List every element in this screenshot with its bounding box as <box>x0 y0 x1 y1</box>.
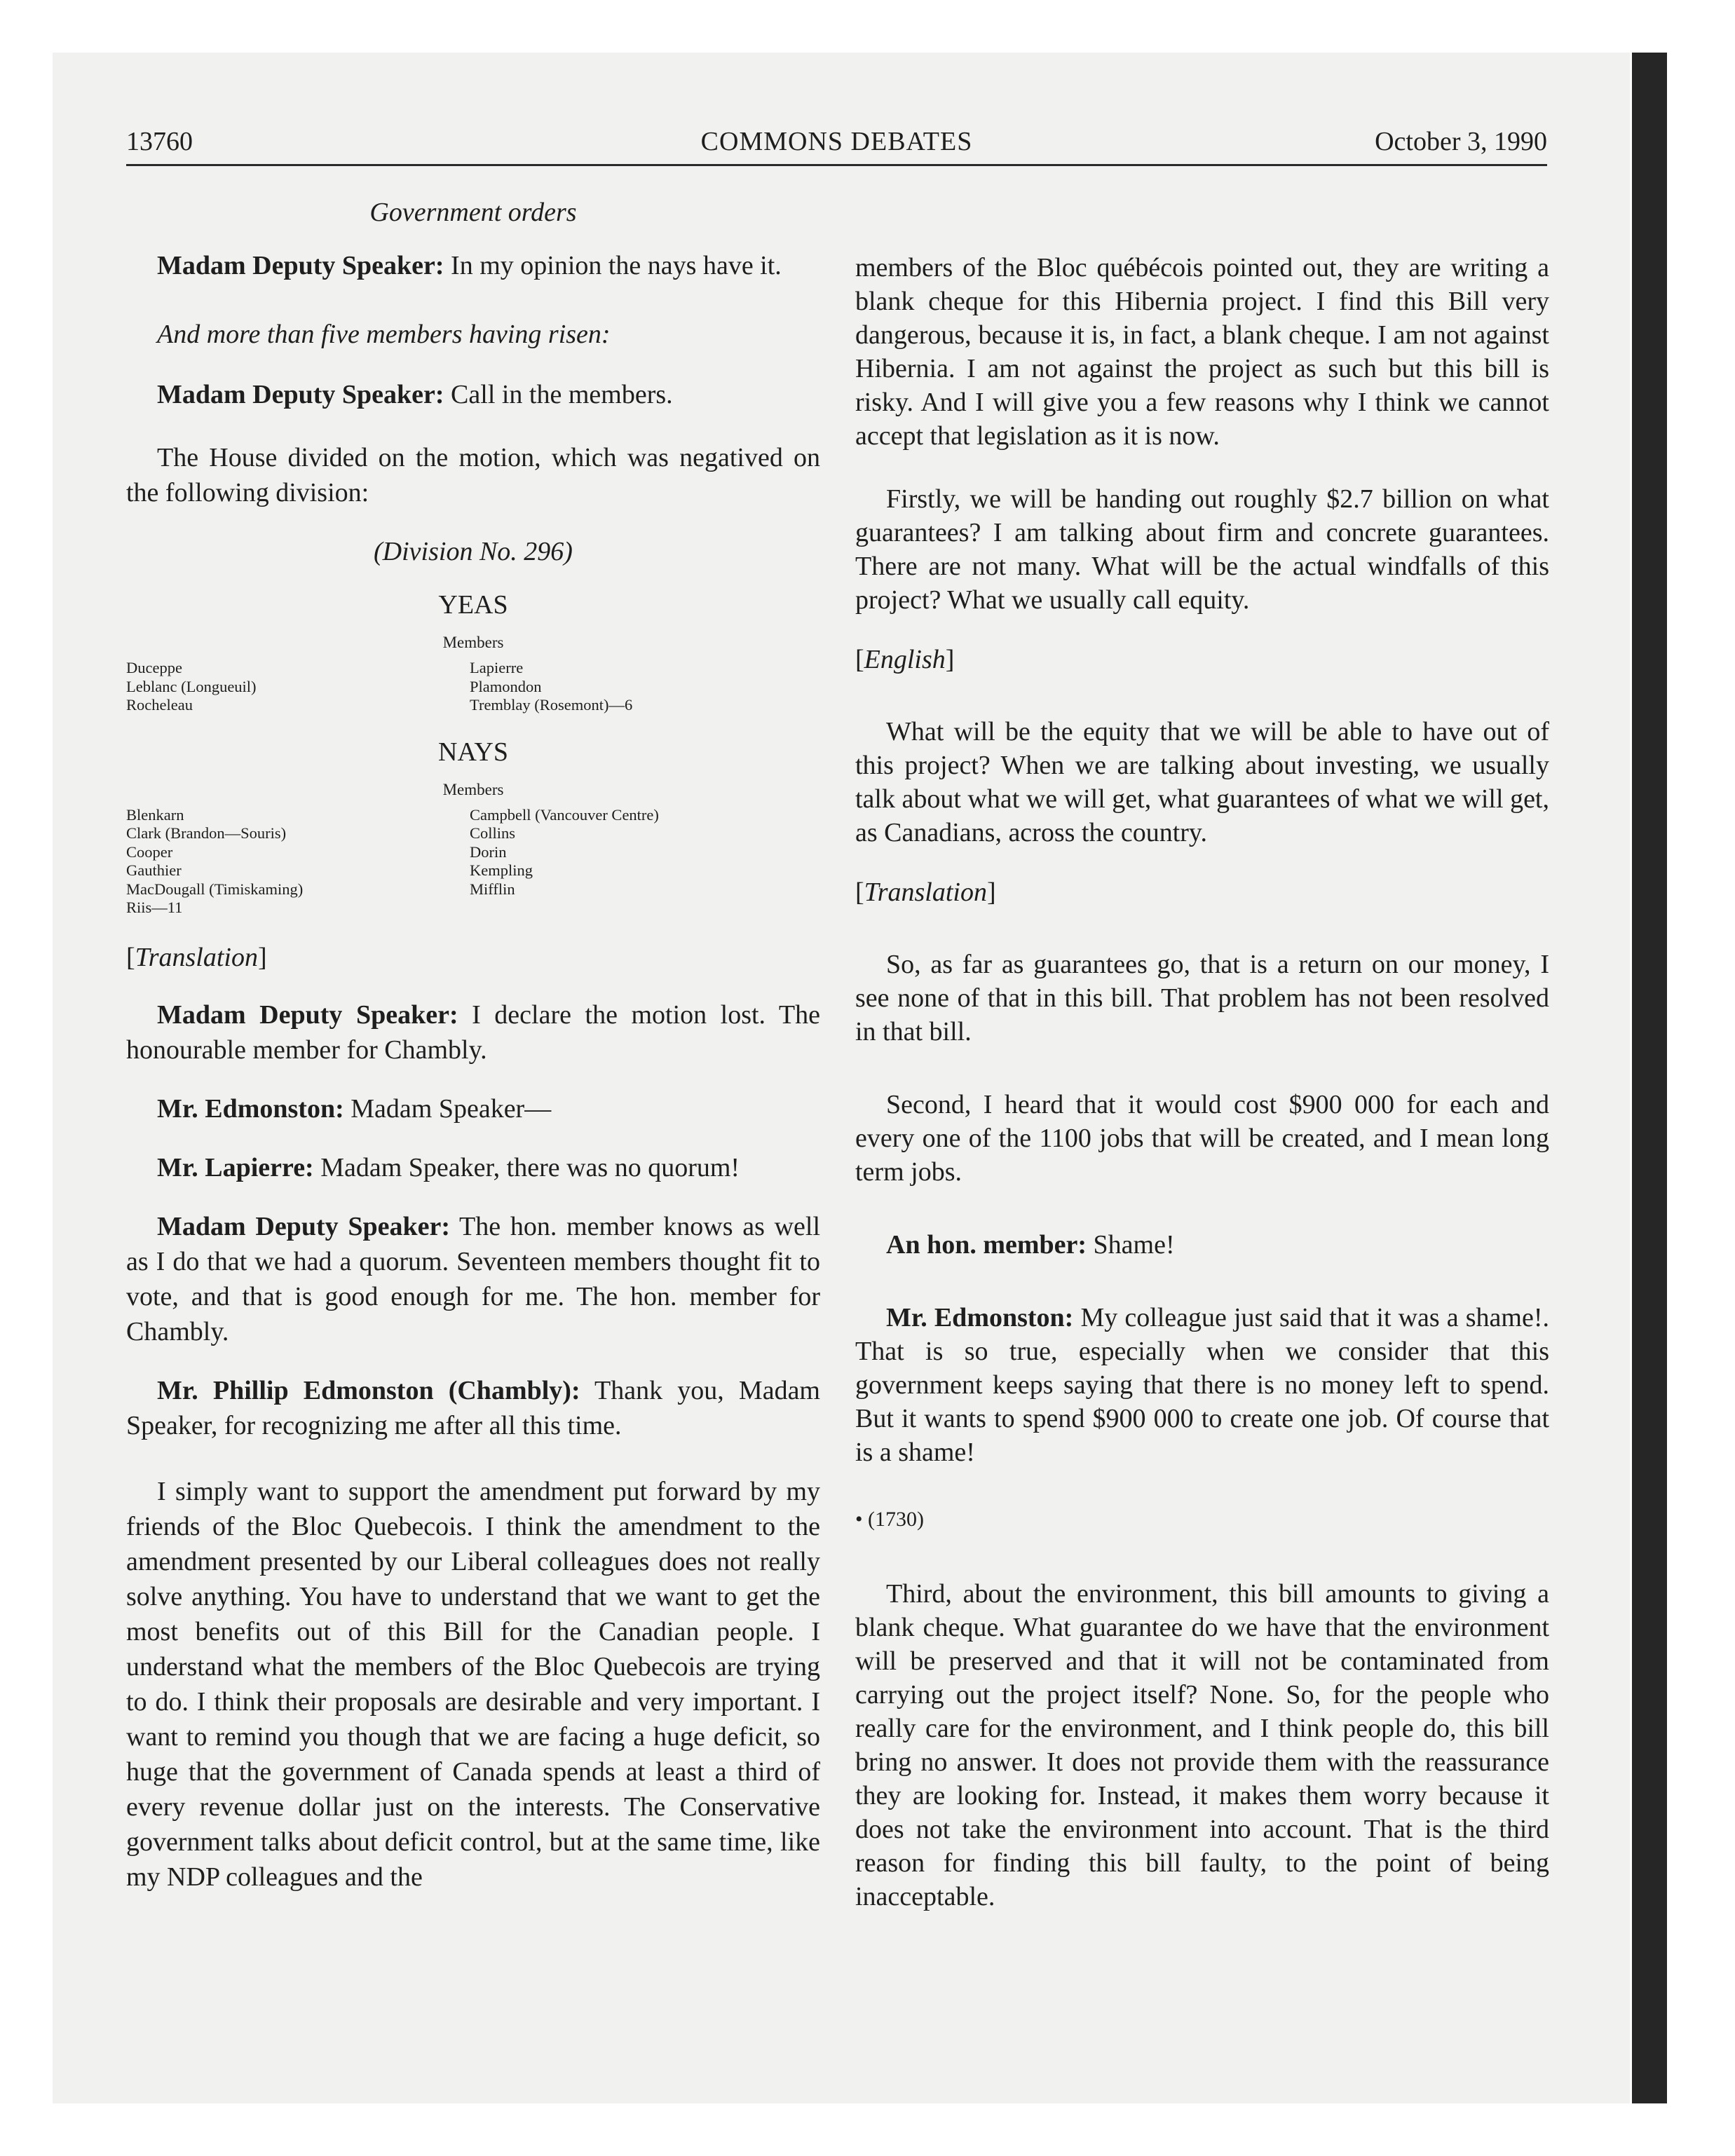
speech-paragraph <box>126 1209 820 1349</box>
speech-text: My colleague just said that it was a shame!. That is so true, especially when we consider that this government keeps saying that there is no money left to spend. But it wants to spend $900 000 to create one job. Of course that is a shame! <box>855 1303 1549 1467</box>
speech-text: Madam Speaker, there was no quorum! <box>313 1152 740 1182</box>
yeas-list <box>126 659 820 715</box>
language-tag <box>855 876 1549 908</box>
nays-column-1 <box>126 806 470 917</box>
page-number: 13760 <box>126 127 193 156</box>
member-name: Rocheleau <box>126 696 193 714</box>
language-tag <box>855 643 1549 676</box>
speech-text: Call in the members. <box>444 380 673 409</box>
stage-direction: And more than five members having risen: <box>157 320 611 349</box>
speaker-name: Mr. Edmonston: <box>886 1303 1074 1332</box>
speech-text: Shame! <box>1087 1230 1175 1260</box>
members-label: Members <box>442 780 504 798</box>
member-name: Lapierre <box>470 659 524 676</box>
tag-word: Translation <box>135 942 258 972</box>
member-name: Cooper <box>126 842 173 861</box>
bracket-open: [ <box>126 942 135 972</box>
bracket-close: ] <box>986 878 996 907</box>
speech-paragraph <box>126 377 820 412</box>
speech-paragraph <box>126 248 820 283</box>
section-heading: Government orders <box>369 198 577 227</box>
body-paragraph: So, as far as guarantees go, that is a return on our money, I see none of that in this bill. That problem has not been resolved in that bill. <box>855 950 1549 1046</box>
member-name: Riis—11 <box>126 899 183 916</box>
member-name: Duceppe <box>126 659 182 676</box>
division-number: (Division No. 296) <box>374 537 573 566</box>
member-name: Campbell (Vancouver Centre) <box>470 805 659 824</box>
speaker-name: Madam Deputy Speaker: <box>157 251 444 280</box>
left-column <box>126 196 820 1895</box>
speech-text: I declare the motion lost. The honourable member for Chambly. <box>126 999 820 1065</box>
bracket-open: [ <box>855 878 864 907</box>
speech-paragraph <box>126 1091 820 1126</box>
member-name: MacDougall (Timiskaming) <box>126 880 304 898</box>
speech-paragraph <box>855 1228 1549 1262</box>
member-name: Tremblay (Rosemont)—6 <box>470 696 633 714</box>
tag-word: Translation <box>864 878 987 907</box>
body-paragraph: members of the Bloc québécois pointed out, they are writing a blank cheque for this Hibernia project. I find this Bill very dangerous, because it is, in fact, a blank cheque. I am not against Hibernia. I am not against the project as such but this bill is risky. And I will give you a few reasons why I think we cannot accept that legislation as it is now. <box>855 253 1549 451</box>
nays-list <box>126 806 820 917</box>
header-date: October 3, 1990 <box>1375 127 1547 156</box>
body-paragraph: The House divided on the motion, which was negatived on the following division: <box>126 443 820 507</box>
speaker-name: An hon. member: <box>886 1230 1087 1260</box>
speaker-name: Mr. Lapierre: <box>157 1152 314 1182</box>
speaker-name: Madam Deputy Speaker: <box>157 380 444 409</box>
language-tag <box>126 941 820 974</box>
body-paragraph: Third, about the environment, this bill amounts to giving a blank cheque. What guarantee do we have that the environment will be preserved and that it will not be contaminated from carrying out the project itself? None. So, for the people who really care for the environment, and I think people do, this bill bring no answer. It does not provide them with the reassurance they are looking for. Instead, it makes them worry because it does not take the environment into account. That is the third reason for finding this bill faulty, to the point of being inacceptable. <box>855 1579 1549 1911</box>
publication-title: COMMONS DEBATES <box>700 127 973 156</box>
member-name: Dorin <box>470 842 507 861</box>
speech-text: Madam Speaker— <box>343 1093 552 1124</box>
nays-column-2 <box>470 806 820 917</box>
tag-word: English <box>864 645 946 674</box>
member-name: Kempling <box>470 861 533 879</box>
member-name: Clark (Brandon—Souris) <box>126 824 287 842</box>
bracket-close: ] <box>257 942 267 972</box>
time-marker: • (1730) <box>855 1508 924 1531</box>
speaker-name: Mr. Edmonston: <box>157 1093 344 1124</box>
member-name: Plamondon <box>470 677 542 695</box>
speech-text: The hon. member knows as well as I do that we had a quorum. Seventeen members thought fit to vote, and that is good enough for me. The hon. member for Chambly. <box>126 1211 820 1346</box>
body-paragraph: I simply want to support the amendment put forward by my friends of the Bloc Quebecois. I think the amendment to the amendment presented by our Liberal colleagues does not really solve anything. You have to understand that we want to get the most benefits out of this Bill for the Canadian people. I understand what the members of the Bloc Quebecois are trying to do. I think their proposals are desirable and very important. I want to remind you though that we are facing a huge deficit, so huge that the government of Canada spends at least a third of every revenue dollar just on the interests. The Conservative government talks about deficit control, but at the same time, like my NDP colleagues and the <box>126 1476 820 1892</box>
speech-paragraph <box>855 1301 1549 1469</box>
yeas-heading: YEAS <box>438 590 508 620</box>
running-header <box>126 123 1547 166</box>
speech-paragraph <box>126 1373 820 1443</box>
speech-text: Thank you, Madam Speaker, for recognizing me after all this time. <box>126 1375 820 1440</box>
speaker-name: Mr. Phillip Edmonston (Chambly): <box>157 1375 580 1405</box>
body-paragraph: What will be the equity that we will be able to have out of this project? When we are talking about investing, we usually talk about what we will get, what guarantees of what we will get, as Canadians, across the country. <box>855 717 1549 847</box>
bracket-close: ] <box>945 645 955 674</box>
yeas-column-1 <box>126 659 470 715</box>
member-name: Gauthier <box>126 861 182 879</box>
member-name: Mifflin <box>470 880 515 898</box>
speaker-name: Madam Deputy Speaker: <box>157 1211 450 1241</box>
scan-edge <box>1632 53 1667 2103</box>
member-name: Collins <box>470 824 516 842</box>
member-name: Leblanc (Longueuil) <box>126 677 257 695</box>
bracket-open: [ <box>855 645 864 674</box>
right-column <box>855 196 1549 1913</box>
yeas-column-2 <box>470 659 820 715</box>
speech-text: In my opinion the nays have it. <box>444 251 782 280</box>
speech-paragraph <box>126 997 820 1067</box>
body-paragraph: Firstly, we will be handing out roughly $2.7 billion on what guarantees? I am talking about firm and concrete guarantees. There are not many. What will be the actual windfalls of this project? What we usually call equity. <box>855 484 1549 615</box>
members-label: Members <box>442 634 504 651</box>
body-paragraph: Second, I heard that it would cost $900 000 for each and every one of the 1100 jobs that will be created, and I mean long term jobs. <box>855 1090 1549 1187</box>
speaker-name: Madam Deputy Speaker: <box>157 999 458 1030</box>
nays-heading: NAYS <box>438 737 508 767</box>
member-name: Blenkarn <box>126 805 184 824</box>
speech-paragraph <box>126 1150 820 1185</box>
